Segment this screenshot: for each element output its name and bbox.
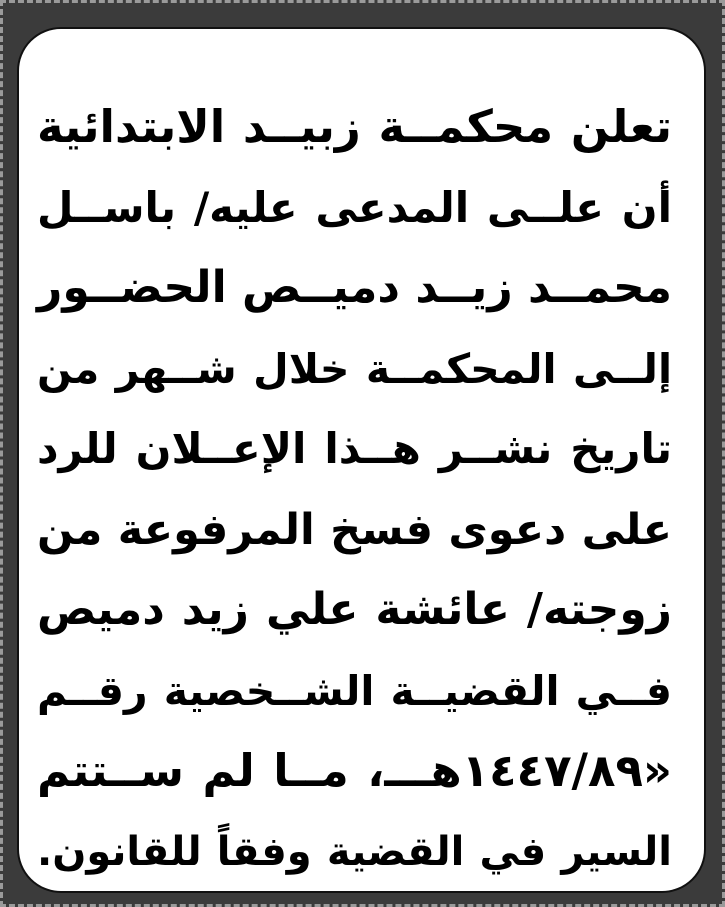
notice-line-3: محمــد زيــد دميــص الحضــور [37, 262, 672, 313]
notice-card [17, 27, 706, 893]
notice-line-4: إلــى المحكمــة خلال شــهر من [37, 344, 672, 393]
notice-line-8: فــي القضيــة الشــخصية رقــم [37, 666, 672, 715]
notice-line-6: على دعوى فسخ المرفوعة من [37, 504, 672, 555]
notice-line-5: تاريخ نشــر هــذا الإعــلان للرد [37, 424, 672, 473]
notice-text [37, 87, 672, 892]
notice-line-2: أن علــى المدعى عليه/ باســل [37, 182, 672, 232]
notice-line-7: زوجته/ عائشة علي زيد دميص [37, 584, 672, 635]
notice-line-1: تعلن محكمــة زبيــد الابتدائية [37, 100, 672, 153]
notice-line-10: السير في القضية وفقاً للقانون. [37, 828, 672, 875]
notice-line-9: «١٤٤٧/٨٩هـــ، مــا لم ســتتم [37, 744, 672, 797]
